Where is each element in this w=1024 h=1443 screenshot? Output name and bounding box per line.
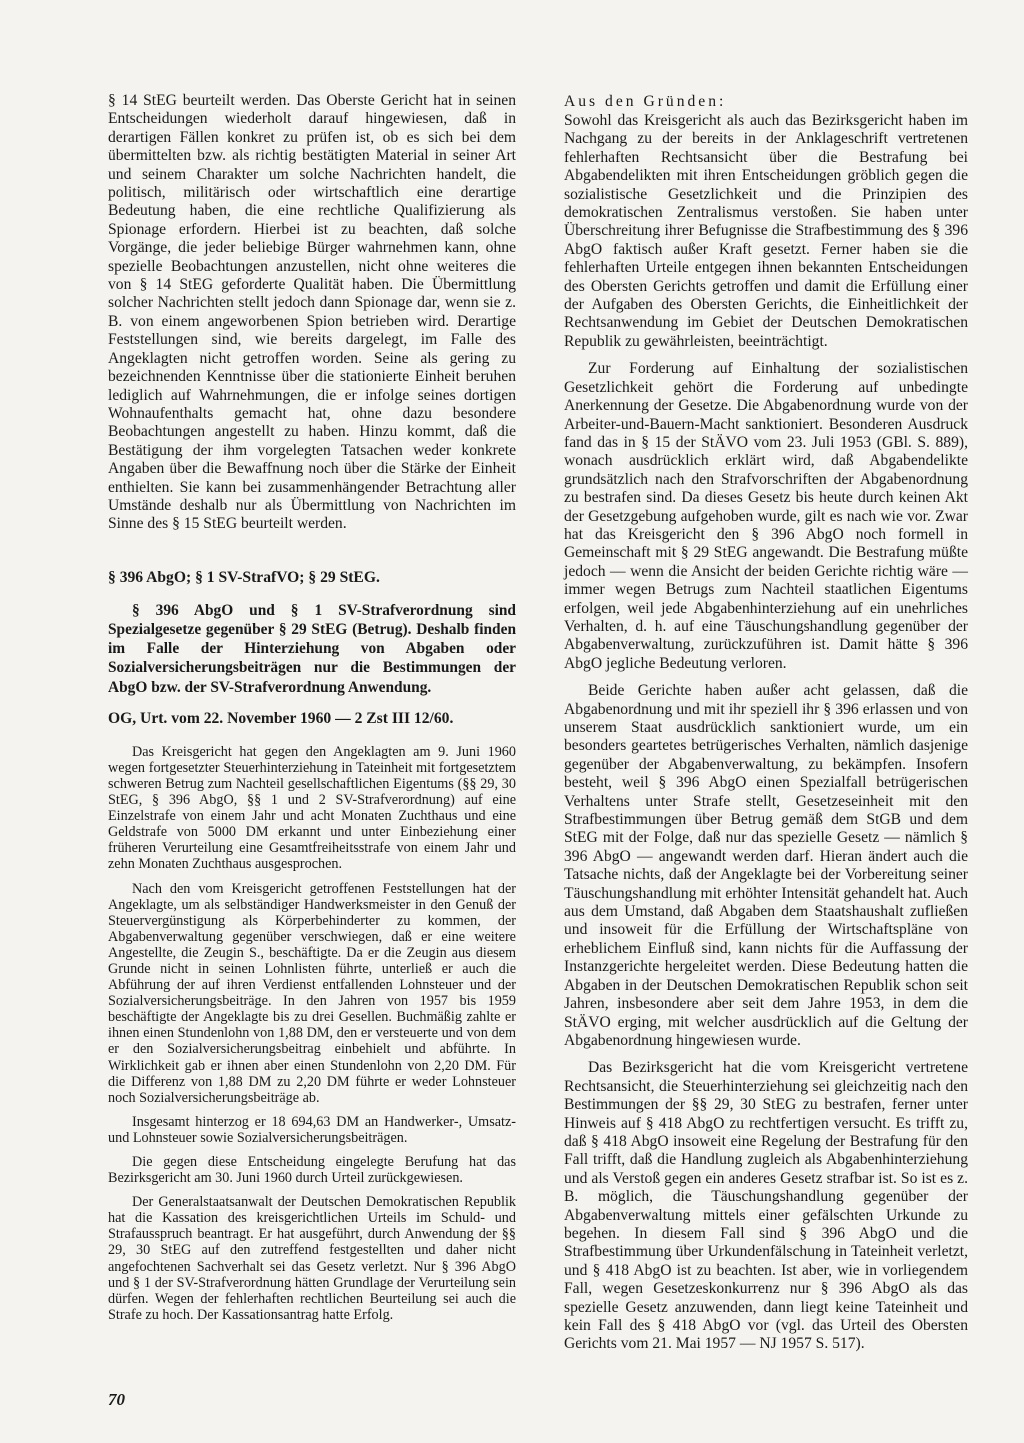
statute-citation: § 396 AbgO; § 1 SV-StrafVO; § 29 StEG. xyxy=(108,568,380,586)
reasons-paragraph: Zur Forderung auf Einhaltung der sozialistischen Gesetzlichkeit gehört die Forderung auf unbedingte Anerkennung der Gesetze. Die Abgabenordnung wurde von der Arbeiter-und-Bauern-Macht sanktioniert. Besonderen Ausdruck fand das in § 15 der StÄVO vom 23. Juli 1953 (GBl. S. 889), wonach ausdrücklich erklärt wird, daß Abgabendelikte grundsätzlich nach den Strafvorschriften der Abgabenordnung zu bestrafen sind. Da dieses Gesetz bis heute durch keinen Akt der Gesetzgebung aufgehoben wurde, gilt es nach wie vor. Zwar hat das Kreisgericht den § 396 AbgO noch formell in Gemeinschaft mit § 29 StEG angewandt. Die Bestrafung müßte jedoch — wenn die Ansicht der beiden Gerichte richtig wäre — immer wegen Betrugs zum Nachteil staatlichen Eigentums erfolgen, weil jede Abgabenhinterziehung auf ein unehrliches Verhalten, d. h. auf eine Täuschungshandlung gegenüber der Abgabenverwaltung, zurückzuführen ist. Damit hätte § 396 AbgO jegliche Bedeutung verloren. xyxy=(564,360,968,672)
headnote: § 396 AbgO und § 1 SV-Strafverordnung sind Spezialgesetze gegenüber § 29 StEG (Betrug). Deshalb finden im Falle der Hinterziehung von Abgaben oder Sozialversicherungsbeiträgen nur die Bestimmungen der AbgO bzw. der SV-Strafverordnung Anwendung. xyxy=(108,601,516,696)
reasons-paragraph: Das Bezirksgericht hat die vom Kreisgericht vertretene Rechtsansicht, die Steuerhinterziehung sei gleichzeitig nach den Bestimmungen der §§ 29, 30 StEG zu bestrafen, ferner unter Hinweis auf § 418 AbgO zu rechtfertigen versucht. Es trifft zu, daß § 418 AbgO insoweit eine Regelung der Bestrafung für den Fall trifft, daß die Handlung zugleich als Abgabenhinterziehung und als Verstoß gegen ein anderes Gesetz strafbar ist. So ist es z. B. möglich, die Täuschungshandlung gegenüber der Abgabenverwaltung mittels einer gefälschten Urkunde zu begehen. In diesem Fall sind § 396 AbgO und die Strafbestimmung über Urkundenfälschung in Tateinheit verletzt, und § 418 AbgO ist zu beachten. Ist aber, wie in vorliegendem Fall, wegen Gesetzeskonkurrenz nur § 396 AbgO als das spezielle Gesetz anzuwenden, dann liegt keine Tateinheit und kein Fall des § 418 AbgO vor (vgl. das Urteil des Obersten Gerichts vom 21. Mai 1957 — NJ 1957 S. 517). xyxy=(564,1059,968,1353)
right-column xyxy=(564,92,968,1354)
left-column xyxy=(108,92,516,1323)
facts-paragraph: Nach den vom Kreisgericht getroffenen Feststellungen hat der Angeklagte, um als selbständiger Handwerksmeister in den Genuß der Steuervergünstigung als Körperbehinderter zu kommen, der Abgabenverwaltung gegenüber verschwiegen, daß er eine weitere Angestellte, die Zeugin S., beschäftigte. Da er die Zeugin aus diesem Grunde nicht in seinen Lohnlisten führte, unterließ er auch die Abführung der auf ihren Verdienst entfallenden Lohnsteuer und der Sozialversicherungsbeiträge. In den Jahren von 1957 bis 1959 beschäftigte der Angeklagte bis zu drei Gesellen. Buchmäßig zahlte er ihnen einen Stundenlohn von 1,88 DM, den er versteuerte und von dem er den Sozialversicherungsbeitrag einbehielt und abführte. In Wirklichkeit gab er ihnen aber einen Stundenlohn von 2,20 DM. Für die Differenz von 1,88 DM zu 2,20 DM führte er weder Lohnsteuer noch Sozialversicherungsbeiträge ab. xyxy=(108,880,516,1106)
facts-paragraph: Insgesamt hinterzog er 18 694,63 DM an Handwerker-, Umsatz- und Lohnsteuer sowie Sozialversicherungsbeiträgen. xyxy=(108,1113,516,1146)
facts-paragraph: Die gegen diese Entscheidung eingelegte Berufung hat das Bezirksgericht am 30. Juni 1960 durch Urteil zurückgewiesen. xyxy=(108,1154,516,1187)
page-number: 70 xyxy=(108,1390,125,1409)
continuation-paragraph: § 14 StEG beurteilt werden. Das Oberste Gericht hat in seinen Entscheidungen wiederholt darauf hingewiesen, daß in derartigen Fällen konkret zu prüfen ist, ob es sich bei dem übermittelten bzw. als richtig bestätigten Material in seiner Art und seinem Charakter um solche Nachrichten handelt, die politisch, militärisch oder wirtschaftlich eine derartige Bedeutung haben, die eine rechtliche Qualifizierung als Spionage erfordern. Hierbei ist zu beachten, daß solche Vorgänge, die jeder beliebige Bürger wahrnehmen kann, ohne spezielle Beobachtungen anzustellen, nicht ohne weiteres die von § 14 StEG geforderte Qualität haben. Die Übermittlung solcher Nachrichten stellt jedoch dann Spionage dar, wenn sie z. B. von einem angeworbenen Spion betrieben wird. Derartige Feststellungen sind, wie bereits dargelegt, im Falle des Angeklagten nicht getroffen worden. Seine als gering zu bezeichnenden Kenntnisse über die stationierte Einheit beruhen lediglich auf Wahrnehmungen, die er infolge seines dortigen Wohnaufenthalts gemacht hat, ohne dazu besondere Beobachtungen angestellt zu haben. Hinzu kommt, daß die Bestätigung der ihm vorgelegten Tatsachen weder konkrete Angaben über die Bewaffnung noch über die Stärke der Einheit enthielten. Sie kann bei zusammenhängender Betrachtung aller Umstände deshalb nur als Übermittlung von Nachrichten im Sinne des § 15 StEG beurteilt werden. xyxy=(108,92,516,533)
reasons-paragraph: Beide Gerichte haben außer acht gelassen, daß die Abgabenordnung und mit ihr speziell ihr § 396 erlassen und von unserem Staat ausdrücklich sanktioniert wurde, um ein besonders geartetes betrügerisches Verhalten, nämlich dasjenige gegenüber der Abgabenverwaltung, zu bekämpfen. Insofern besteht, weil § 396 AbgO einen Spezialfall betrügerischen Verhaltens unter Strafe stellt, Gesetzeseinheit mit den Strafbestimmungen über Betrug gemäß dem StGB und dem StEG mit der Folge, daß nur das spezielle Gesetz — nämlich § 396 AbgO — angewandt werden darf. Hieran ändert auch die Tatsache nichts, daß der Angeklagte bei der Vorbereitung seiner Täuschungshandlung mit erhöhter Intensität gehandelt hat. Auch aus dem Umstand, daß Abgaben dem Staatshaushalt zufließen und insoweit für die Erfüllung der Wirtschaftspläne von erheblichem Einfluß sind, kann nichts für die Auffassung der Instanzgerichte hergeleitet werden. Diese Bedeutung hatten die Abgaben in der Deutschen Demokratischen Republik schon seit Jahren, insbesondere aber seit dem Jahre 1953, in dem die StÄVO erging, mit welcher ausdrücklich auf die Geltung der Abgabenordnung hingewiesen wurde. xyxy=(564,682,968,1049)
section-heading: Aus den Gründen: xyxy=(564,93,727,110)
judgment-reference: OG, Urt. vom 22. November 1960 — 2 Zst III 12/60. xyxy=(108,709,454,727)
facts-paragraph: Der Generalstaatsanwalt der Deutschen Demokratischen Republik hat die Kassation des kreisgerichtlichen Urteils im Schuld- und Strafausspruch beantragt. Er hat ausgeführt, durch Anwendung der §§ 29, 30 StEG auf den zutreffend festgestellten und daher nicht angefochtenen Sachverhalt sei das Gesetz verletzt. Nur § 396 AbgO und § 1 der SV-Strafverordnung hätten Grundlage der Verurteilung sein dürfen. Wegen der fehlerhaften rechtlichen Beurteilung sei auch die Strafe zu hoch. Der Kassationsantrag hatte Erfolg. xyxy=(108,1194,516,1323)
facts-paragraph: Das Kreisgericht hat gegen den Angeklagten am 9. Juni 1960 wegen fortgesetzter Steuerhinterziehung in Tateinheit mit fortgesetztem schweren Betrug zum Nachteil gesellschaftlichen Eigentums (§§ 29, 30 StEG, § 396 AbgO, §§ 1 und 2 SV-Strafverordnung) auf eine Einzelstrafe von einem Jahr und acht Monaten Zuchthaus und eine Geldstrafe von 5000 DM erkannt und unter Einbeziehung einer früheren Verurteilung eine Gesamtfreiheitsstrafe von einem Jahr und zehn Monaten Zuchthaus ausgesprochen. xyxy=(108,743,516,873)
reasons-paragraph: Sowohl das Kreisgericht als auch das Bezirksgericht haben im Nachgang zu der bereits in der Anklageschrift vertretenen fehlerhaften Rechtsansicht über die Bestrafung bei Abgabendelikten mit ihren Entscheidungen gröblich gegen die sozialistische Gesetzlichkeit und die Prinzipien des demokratischen Zentralismus verstoßen. Sie haben unter Überschreitung ihrer Befugnisse die Strafbestimmung des § 396 AbgO faktisch außer Kraft gesetzt. Ferner haben sie die fehlerhaften Urteile entgegen ihnen bekannten Entscheidungen des Obersten Gerichts getroffen und damit die Erfüllung einer der Aufgaben des Obersten Gerichts, die Einheitlichkeit der Rechtsanwendung im Gebiet der Deutschen Demokratischen Republik zu gewährleisten, beeinträchtigt. xyxy=(564,112,968,350)
